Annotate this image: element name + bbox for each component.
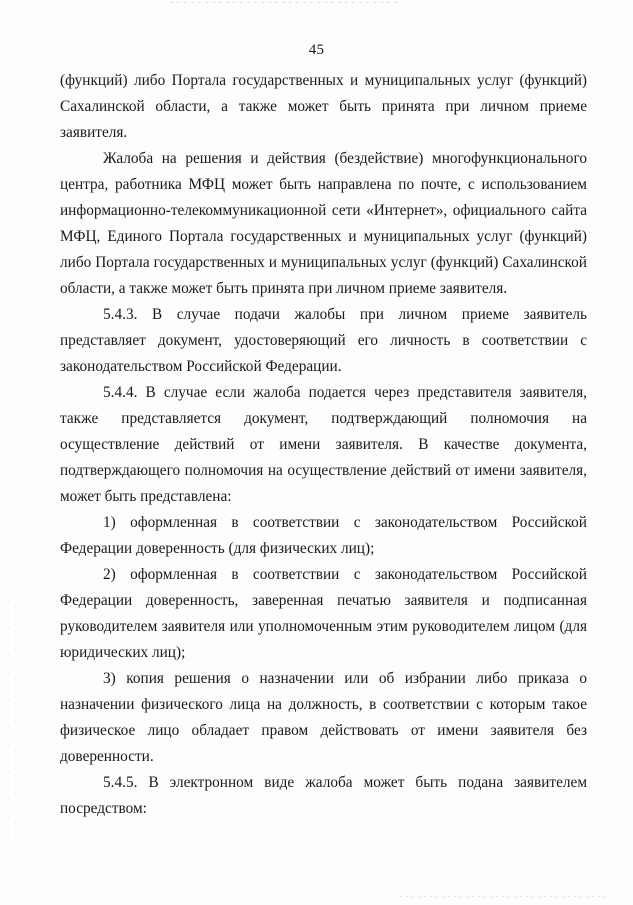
paragraph-5-4-3: 5.4.3. В случае подачи жалобы при личном приеме заявитель представляет документ, удостоверяющий его личность в соответствии с законодательством Российской Федерации. (60, 306, 587, 375)
list-item-2: 2) оформленная в соответствии с законодательством Российской Федерации доверенность, заверенная печатью заявителя и подписанная руководителем заявителя или уполномоченным этим руководителем лицом (для юридических лиц); (60, 566, 587, 661)
page-number: 45 (308, 42, 325, 58)
body-text (60, 68, 587, 822)
scan-artifact-bottom (400, 896, 610, 897)
paragraph-5-4-4: 5.4.4. В случае если жалоба подается через представителя заявителя, также представляется документ, подтверждающий полномочия на осуществление действий от имени заявителя. В качестве документа, подтверждающего полномочия на осуществление действий от имени заявителя, может быть представлена: (60, 384, 587, 505)
paragraph-5-4-5: 5.4.5. В электронном виде жалоба может быть подана заявителем посредством: (60, 774, 587, 817)
paragraph-continuation: (функций) либо Портала государственных и муниципальных услуг (функций) Сахалинской области, а также может быть принята при личном приеме заявителя. (60, 72, 587, 141)
paragraph-mfc-complaint: Жалоба на решения и действия (бездействие) многофункционального центра, работника МФЦ может быть направлена по почте, с использованием информационно-телекоммуникационной сети «Интернет», официального сайта МФЦ, Единого Портала государственных и муниципальных услуг (функций) либо Портала государственных и муниципальных услуг (функций) Сахалинской области, а также может быть принята при личном приеме заявителя. (60, 150, 587, 297)
scan-artifact-top (170, 2, 400, 3)
scan-artifact-left (8, 600, 9, 840)
list-item-1: 1) оформленная в соответствии с законодательством Российской Федерации доверенность (для физических лиц); (60, 514, 587, 557)
list-item-3: 3) копия решения о назначении или об избрании либо приказа о назначении физического лица на должность, в соответствии с которым такое физическое лицо обладает правом действовать от имени заявителя без доверенности. (60, 670, 587, 765)
